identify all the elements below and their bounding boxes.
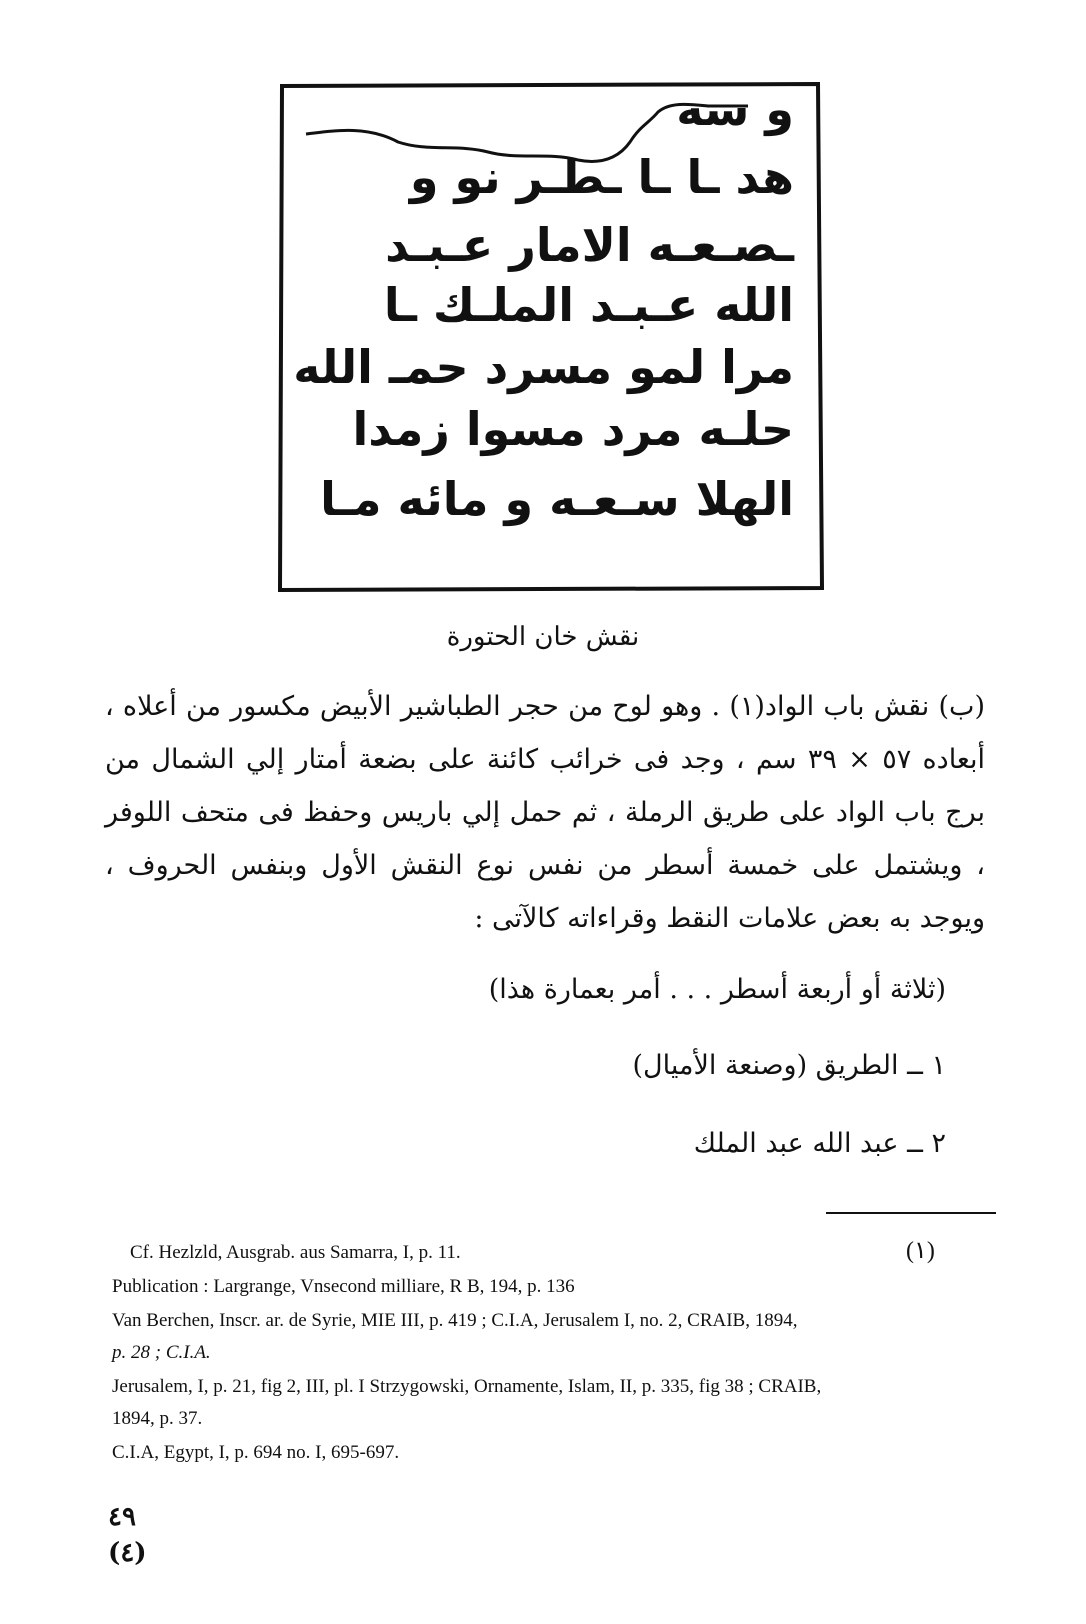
signature-mark: (٤) <box>108 1538 147 1568</box>
inscription-line: الله عـبـد الملـك ـا <box>383 278 794 332</box>
page-number: ٤٩ <box>108 1502 136 1532</box>
reading-line: ١ ــ الطريق (وصنعة الأميال) <box>632 1050 946 1081</box>
footnote-line: Jerusalem, I, p. 21, fig 2, III, pl. I Strzygowski, Ornamente, Islam, II, p. 335, fig 38 ; CRAIB, <box>112 1376 822 1397</box>
footnote-line: Publication : Largrange, Vnsecond milliare, R B, 194, p. 136 <box>112 1276 575 1297</box>
reading-line: ٢ ــ عبد الله عبد الملك <box>693 1128 946 1159</box>
inscription-line: ـصـعـه الامار عـبـد <box>385 218 794 272</box>
reading-line: (ثلاثة أو أربعة أسطر . . . أمر بعمارة هذا) <box>488 974 946 1005</box>
footnote-number: (١) <box>906 1238 935 1264</box>
figure-caption: نقش خان الحتورة <box>446 622 640 652</box>
footnote-rule <box>826 1212 996 1214</box>
body-paragraph: (ب) نقش باب الواد(١) . وهو لوح من حجر الطباشير الأبيض مكسور من أعلاه ، أبعاده ٥٧ × ٣٩ سم ، وجد فى خرائب كائنة على بضعة أمتار إلي الشمال من برج باب الواد على طريق الرملة ، ثم حمل إلي باريس وحفظ فى متحف اللوفر ، ويشتمل على خمسة أسطر من نفس نوع النقش الأول وبنفس الحروف ، ويوجد به بعض علامات النقط وقراءاته كالآتى : <box>105 691 985 934</box>
inscription-figure <box>278 82 824 592</box>
inscription-line: الهلا سـعـه و مائه مـا <box>320 472 794 526</box>
inscription-line: و سه <box>676 82 794 136</box>
inscription-line: مرا لمو مسرد حمـ الله <box>293 340 794 394</box>
footnote-line: 1894, p. 37. <box>112 1408 203 1429</box>
inscription-line: هد ـا ـا ـطـر نو و <box>409 150 794 204</box>
footnote-line: Cf. Hezlzld, Ausgrab. aus Samarra, I, p. 11. <box>130 1242 461 1263</box>
footnote-line: C.I.A, Egypt, I, p. 694 no. I, 695-697. <box>112 1442 400 1463</box>
footnote-line: p. 28 ; C.I.A. <box>112 1342 211 1363</box>
footnote-line: Van Berchen, Inscr. ar. de Syrie, MIE III, p. 419 ; C.I.A, Jerusalem I, no. 2, CRAIB, 1894, <box>112 1310 798 1331</box>
inscription-line: حلـه مرد مسوا زمدا <box>352 402 794 456</box>
